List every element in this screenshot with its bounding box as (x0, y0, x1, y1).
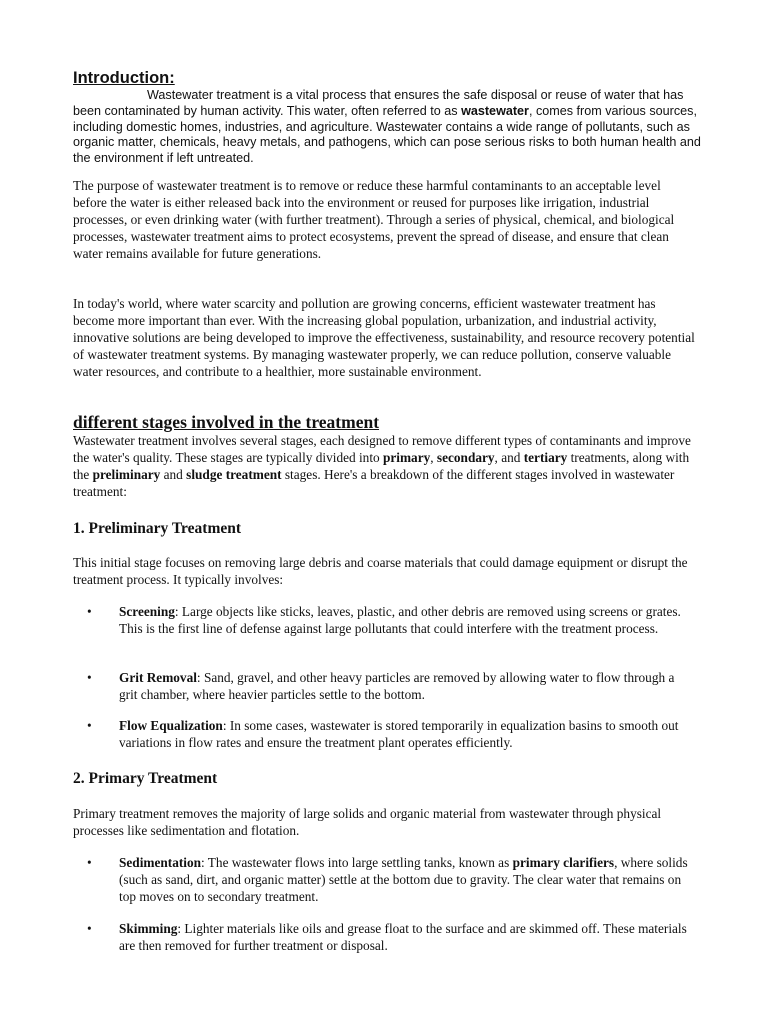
list-item-text (119, 921, 689, 955)
term-flow-equalization: Flow Equalization (119, 718, 223, 733)
term-primary-clarifiers: primary clarifiers (512, 855, 615, 870)
intro-text: , comes from various sources, including domestic homes, industries, and agriculture. Wastewater contains a wide range of pollutants, such as organic matter, chemicals, heavy metals, and pathogens, which can pose serious risks to both human health and the environment if left untreated. (73, 103, 701, 166)
stages-text: , and (494, 449, 524, 465)
bullet-icon: • (87, 670, 92, 685)
preliminary-heading: 1. Preliminary Treatment (73, 520, 242, 537)
list-item-text (119, 718, 689, 752)
introduction-heading: Introduction: (73, 69, 175, 87)
term-primary: primary (382, 449, 431, 465)
bullet-icon: • (87, 855, 92, 870)
list-item-body: : Sand, gravel, and other heavy particles are removed by allowing water to flow through a grit chamber, where heavier particles settle to the bottom. (119, 670, 675, 702)
bullet-icon: • (87, 604, 92, 619)
stages-text: and (160, 466, 187, 482)
term-wastewater: wastewater (461, 103, 529, 118)
stages-text: treatments, along with the (73, 449, 690, 482)
stages-heading: different stages involved in the treatment (73, 412, 380, 432)
term-secondary: secondary (436, 449, 495, 465)
term-tertiary: tertiary (523, 449, 568, 465)
primary-intro: Primary treatment removes the majority of large solids and organic material from wastewater through physical processes like sedimentation and flotation. (73, 806, 662, 838)
intro-text: Wastewater treatment is a vital process that ensures the safe disposal or reuse of water that has been contaminated by human activity. This water, often referred to as (73, 88, 684, 118)
list-item-body: : Lighter materials like oils and grease float to the surface and are skimmed off. These materials are then removed for further treatment or disposal. (119, 921, 687, 953)
term-screening: Screening (119, 604, 175, 619)
stages-text: Wastewater treatment involves several stages, each designed to remove different types of contaminants and improve the water's quality. These stages are typically divided into (73, 433, 691, 465)
term-sludge-treatment: sludge treatment (186, 466, 282, 482)
preliminary-intro: This initial stage focuses on removing large debris and coarse materials that could damage equipment or disrupt the treatment process. It typically involves: (73, 555, 688, 587)
list-item-text (119, 604, 689, 638)
list-item-text (119, 670, 689, 704)
bullet-icon: • (87, 718, 92, 733)
term-skimming: Skimming (119, 921, 178, 936)
list-item-body: : Large objects like sticks, leaves, plastic, and other debris are removed using screens or grates. This is the first line of defense against large pollutants that could interfere with the treatment process. (119, 604, 681, 636)
intro-paragraph-2: The purpose of wastewater treatment is to remove or reduce these harmful contaminants to an acceptable level before the water is either released back into the environment or reused for purposes like irrigation, industrial processes, or even drinking water (with further treatment). Through a series of physical, chemical, and biological processes, wastewater treatment aims to protect ecosystems, prevent the spread of disease, and ensure that clean water remains available for future generations. (73, 178, 675, 261)
intro-paragraph-3: In today's world, where water scarcity and pollution are growing concerns, efficient wastewater treatment has become more important than ever. With the increasing global population, urbanization, and industrial activity, innovative solutions are being developed to improve the effectiveness, sustainability, and resource recovery potential of wastewater treatment systems. By managing wastewater properly, we can reduce pollution, conserve valuable water resources, and contribute to a healthier, more sustainable environment. (73, 296, 695, 379)
term-sedimentation: Sedimentation (119, 855, 202, 870)
list-item-text (119, 855, 689, 906)
stages-text: , (430, 449, 437, 465)
list-item-body: : The wastewater flows into large settling tanks, known as (201, 855, 513, 870)
list-item-body: , where solids (such as sand, dirt, and organic matter) settle at the bottom due to gravity. The clear water that remains on top moves on to secondary treatment. (119, 855, 688, 904)
list-item-body: : In some cases, wastewater is stored temporarily in equalization basins to smooth out variations in flow rates and ensure the treatment plant operates efficiently. (119, 718, 679, 750)
bullet-icon: • (87, 921, 92, 936)
stages-paragraph (73, 433, 698, 501)
term-grit-removal: Grit Removal (119, 670, 197, 685)
intro-paragraph-1 (73, 88, 703, 167)
stages-text: stages. Here's a breakdown of the different stages involved in wastewater treatment: (73, 466, 675, 499)
term-preliminary: preliminary (92, 466, 161, 482)
primary-heading: 2. Primary Treatment (73, 770, 218, 787)
